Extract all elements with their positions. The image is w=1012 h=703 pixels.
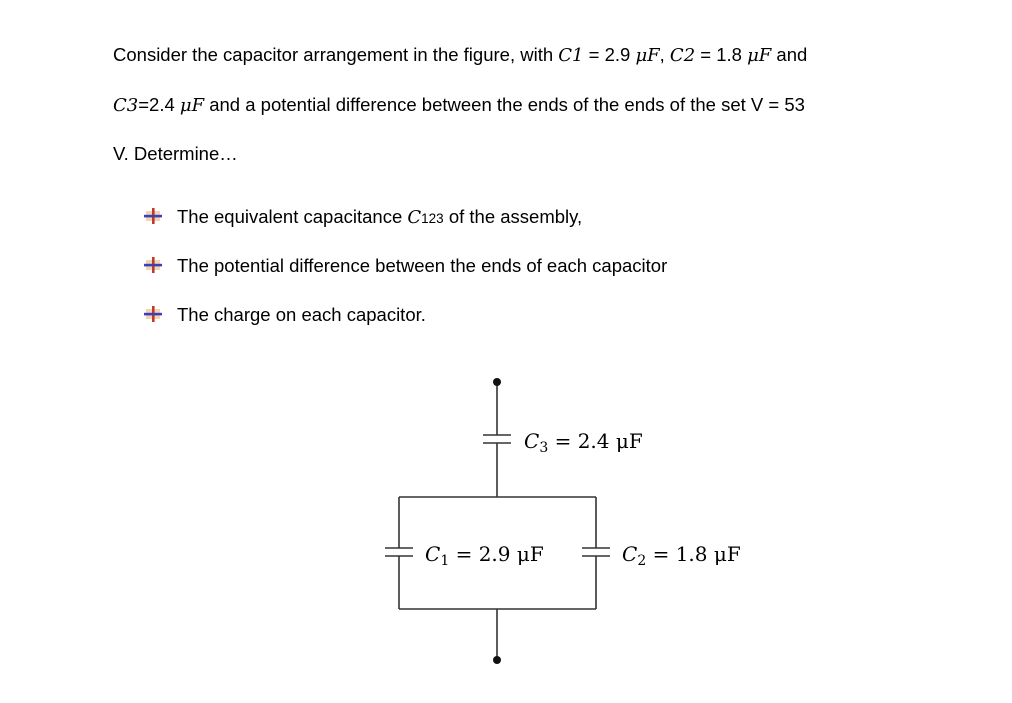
top-terminal-dot [493, 378, 501, 386]
c3-symbol: C3 [113, 95, 139, 116]
bullet-item-charge: The charge on each capacitor. [143, 304, 426, 326]
bullet-item-equivalent-capacitance: The equivalent capacitance C123 of the assembly, [143, 206, 582, 230]
problem-line-1: Consider the capacitor arrangement in the figure, with C1 = 2.9 μF, C2 = 1.8 μF and [113, 44, 808, 66]
problem-line-2: C3=2.4 μF and a potential difference between the ends of the ends of the set V = 53 [113, 94, 805, 116]
problem-line-3: V. Determine… [113, 143, 238, 164]
unit-microfarad: μF [635, 45, 660, 66]
bullet-item-potential-difference: The potential difference between the ends of each capacitor [143, 255, 667, 277]
c1-label: $C_1 = 2.9$ μF [425, 542, 544, 569]
c1-symbol: C1 [558, 45, 584, 66]
c2-label: $C_2 = 1.8$ μF [622, 542, 741, 569]
unit-microfarad: μF [747, 45, 772, 66]
bottom-terminal-dot [493, 656, 501, 664]
c3-label: $C_3 = 2.4$ μF [524, 429, 643, 456]
c2-symbol: C2 [669, 45, 696, 66]
unit-microfarad: μF [179, 95, 205, 116]
